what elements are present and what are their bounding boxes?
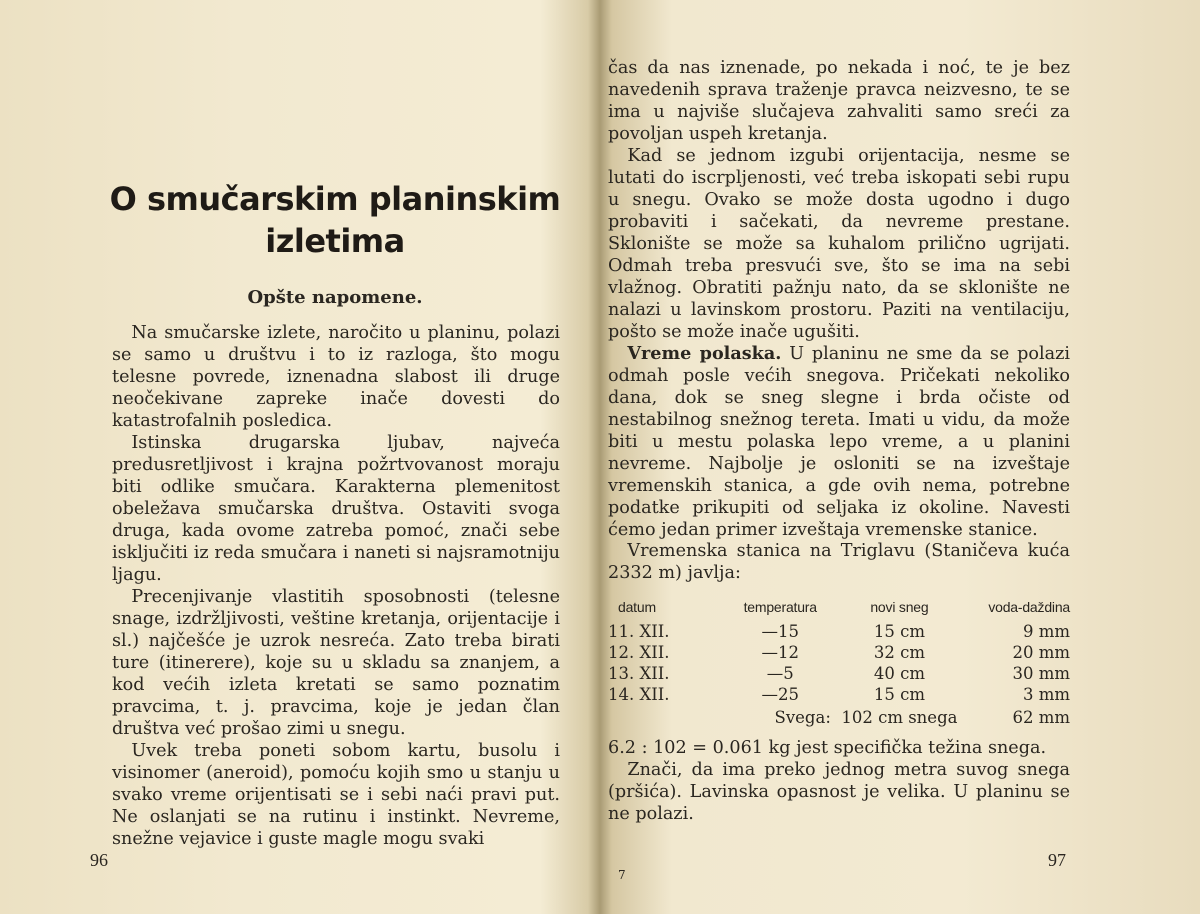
paragraph: Istinska drugarska ljubav, najveća predusretljivost i krajna požrtvovanost moraju biti odlike smučara. Karakterna plemenitost obeležava smučarska društva. Ostaviti svoga druga, kada ovome zatreba pomoć, znači sebe isključiti iz reda smučara i naneti si najsramotniju ljagu. [112,433,560,585]
paragraph: Uvek treba poneti sobom kartu, busolu i visinomer (aneroid), pomoću kojih smo u stanju u svako vreme orijentisati se i sebi naći pravi put. Ne oslanjati se na rutinu i instinkt. Nevreme, snežne vejavice i guste magle mogu svaki [112,741,560,849]
closing-paragraph: Znači, da ima preko jednog metra suvog snega (pršića). Lavinska opasnost je velika. U planinu se ne polazi. [608,760,1070,824]
cell-new-snow: 15 cm [873,685,925,704]
total-water: 62 mm [1012,708,1070,727]
cell-water: 20 mm [1012,643,1070,662]
table-row [608,663,1070,684]
paragraph: Precenjivanje vlastitih sposobnosti (telesne snage, izdržljivosti, veštine kretanja, orijentacije i sl.) najčešće je uzrok nesreća. Zato treba birati ture (itinerere), koje su u skladu sa znanjem, a kod većih izleta kretati se samo poznatim pravcima, t. j. pravcima, koje je jedan član društva već prošao zimi u snegu. [112,587,560,739]
station-report-intro [608,540,1070,584]
page-number-left: 96 [90,850,108,870]
formula-line: 6.2 : 102 = 0.061 kg jest specifička težina snega. [608,738,1047,758]
paragraph-text: U planinu ne sme da se polazi odmah posle većih snegova. Pričekati nekoliko dana, dok se sneg slegne i brda očiste od nestabilnog snežnog tereta. Imati u vidu, da može biti u mestu polaska lepo vreme, a u planini nevreme. Najbolje je osloniti se na izveštaje vremenskih stanica, a gde ovih nema, potrebne podatke prikupiti od seljaka iz okoline. Navesti ćemo jedan primer izveštaja vremenske stanice. [608,344,1070,540]
cell-temperature: —25 [761,685,799,704]
table-row [608,621,1070,642]
cell-new-snow: 32 cm [873,643,925,662]
section-heading: Vreme polaska. [627,343,782,364]
cell-temperature: —12 [761,643,799,662]
table-header-row [608,597,1070,621]
table-row [608,642,1070,663]
cell-date: 11. XII. [608,622,670,641]
signature-mark: 7 [618,868,626,882]
chapter-title: O smučarskim planinskim izletima [109,180,561,260]
cell-date: 12. XII. [608,643,670,662]
station-line: Vremenska stanica na Triglavu (Staničeva kuća 2332 m) javlja: [608,541,1070,583]
column-header: novi sneg [870,599,929,615]
cell-water: 3 mm [1022,685,1070,704]
cell-temperature: —15 [761,622,799,641]
left-page-body [112,322,560,850]
right-page-body [608,57,1070,541]
weather-table [608,597,1070,731]
cell-date: 13. XII. [608,664,670,683]
column-header: voda-daždina [988,599,1070,615]
column-header: datum [618,599,656,615]
cell-date: 14. XII. [608,685,670,704]
total-label: Svega: [774,708,831,727]
cell-water: 9 mm [1022,622,1070,641]
cell-new-snow: 40 cm [873,664,925,683]
paragraph [608,343,1070,541]
cell-temperature: —5 [766,664,794,683]
table-row [608,684,1070,705]
section-subtitle: Opšte napomene. [247,287,423,308]
paragraph: čas da nas iznenade, po nekada i noć, te je bez navedenih sprava traženje pravca neizvesno, te se ima u najviše slučajeva zahvaliti samo sreći za povoljan uspeh kretanja. [608,58,1070,144]
cell-water: 30 mm [1012,664,1070,683]
table-total-row [608,705,1070,731]
paragraph: Na smučarske izlete, naročito u planinu, polazi se samo u društvu i to iz razloga, što mogu telesne povrede, iznenadna slabost ili druge neočekivane zapreke inače dovesti do katastrofalnih posledica. [112,323,560,431]
cell-empty [608,705,724,731]
right-page-conclusion [608,737,1070,825]
cell-new-snow: 15 cm [873,622,925,641]
column-header: temperatura [743,599,817,615]
paragraph: Kad se jednom izgubi orijentacija, nesme se lutati do iscrpljenosti, već treba iskopati sebi rupu u snegu. Ovako se može dosta ugodno i dugo probaviti i sačekati, da nevreme prestane. Sklonište se može sa kuhalom prilično ugrijati. Odmah treba presvući sve, što se ima na sebi vlažnog. Obratiti pažnju nato, da se sklonište ne nalazi u lavinskom prostoru. Paziti na ventilaciju, pošto se može inače ugušiti. [608,146,1070,342]
total-snow: 102 cm snega [841,708,958,727]
page-number-right: 97 [1048,850,1066,870]
